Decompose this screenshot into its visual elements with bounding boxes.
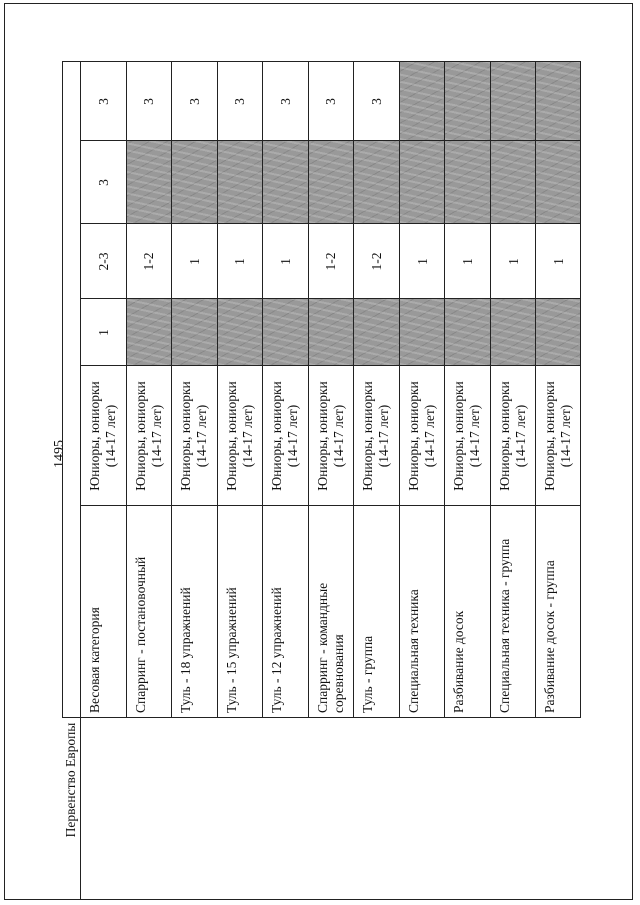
- table-cell-c3: [262, 140, 308, 223]
- table-cell-discipline: [171, 505, 217, 718]
- value-label: 1: [505, 258, 521, 265]
- table-cell-discipline: [308, 505, 354, 718]
- table-cell-c1: [80, 298, 126, 365]
- table-cell-c1: [490, 298, 536, 365]
- table-cell-age: [444, 365, 490, 505]
- value-label: 2-3: [95, 252, 111, 271]
- value-label: 3: [95, 179, 111, 186]
- table-cell-discipline: [217, 505, 263, 718]
- table-cell-age: [399, 365, 445, 505]
- table-cell-discipline: [262, 505, 308, 718]
- table-cell-c1: [126, 298, 172, 365]
- discipline-label: Специальная техника - группа: [496, 538, 512, 713]
- value-label: 1-2: [369, 252, 385, 271]
- table-cell-c4: [490, 61, 536, 140]
- table-cell-c2: [171, 223, 217, 298]
- table-cell-c2: [80, 223, 126, 298]
- table-cell-discipline: [444, 505, 490, 718]
- value-label: 1: [551, 258, 567, 265]
- table-cell-c2: [353, 223, 399, 298]
- table-cell-c3: [535, 140, 581, 223]
- value-label: 1: [277, 258, 293, 265]
- value-label: 3: [186, 98, 202, 105]
- discipline-label: Весовая категория: [87, 607, 102, 713]
- table-cell-c1: [535, 298, 581, 365]
- table-cell-c3: [217, 140, 263, 223]
- table-cell-c4: [80, 61, 126, 140]
- table-cell-age: [80, 365, 126, 505]
- event-name: Первенство Европы: [63, 722, 78, 838]
- value-label: 1: [232, 258, 248, 265]
- table-cell-c4: [444, 61, 490, 140]
- table-cell-c3: [308, 140, 354, 223]
- table-cell-c4: [535, 61, 581, 140]
- age-group-label: Юниоры, юниорки (14-17 лет): [178, 381, 210, 491]
- discipline-label: Специальная техника: [405, 589, 421, 713]
- table-cell-age: [126, 365, 172, 505]
- discipline-label: Разбивание досок - группа: [542, 560, 558, 713]
- table-cell-c1: [171, 298, 217, 365]
- value-label: 3: [232, 98, 248, 105]
- table-cell-c2: [444, 223, 490, 298]
- age-group-label: Юниоры, юниорки (14-17 лет): [451, 381, 483, 491]
- table-cell-c3: [171, 140, 217, 223]
- table-cell-c1: [399, 298, 445, 365]
- table-cell-c3: [353, 140, 399, 223]
- table-cell-age: [262, 365, 308, 505]
- discipline-label: Спарринг - постановочный: [132, 556, 148, 713]
- table-cell-c4: [217, 61, 263, 140]
- table-cell-c4: [308, 61, 354, 140]
- value-label: 1-2: [323, 252, 339, 271]
- table-cell-c4: [171, 61, 217, 140]
- table-cell-c4: [353, 61, 399, 140]
- table-cell-age: [490, 365, 536, 505]
- value-label: 1: [186, 258, 202, 265]
- discipline-label: Туль - группа: [360, 635, 376, 713]
- table-cell-discipline: [80, 505, 126, 718]
- value-label: 3: [141, 98, 157, 105]
- table-cell-c4: [399, 61, 445, 140]
- table-cell-c4: [126, 61, 172, 140]
- discipline-label: Спарринг - командные соревнования: [314, 582, 346, 713]
- age-group-label: Юниоры, юниорки (14-17 лет): [87, 381, 118, 491]
- table-cell-age: [171, 365, 217, 505]
- table-cell-discipline: [535, 505, 581, 718]
- table-cell-c4: [262, 61, 308, 140]
- table-cell-c3: [490, 140, 536, 223]
- value-label: 3: [323, 98, 339, 105]
- table-right-border: [580, 61, 581, 718]
- value-label: 1: [95, 329, 111, 336]
- table-cell-discipline: [353, 505, 399, 718]
- value-label: 1: [460, 258, 476, 265]
- table-cell-c1: [262, 298, 308, 365]
- table-cell-age: [308, 365, 354, 505]
- discipline-label: Туль - 15 упражнений: [223, 587, 239, 713]
- table-cell-age: [217, 365, 263, 505]
- table-cell-discipline: [490, 505, 536, 718]
- table-cell-c2: [126, 223, 172, 298]
- discipline-label: Туль - 18 упражнений: [178, 587, 194, 713]
- table-cell-age: [353, 365, 399, 505]
- value-label: 3: [369, 98, 385, 105]
- table-cell-c2: [535, 223, 581, 298]
- age-group-label: Юниоры, юниорки (14-17 лет): [314, 381, 346, 491]
- age-group-label: Юниоры, юниорки (14-17 лет): [405, 381, 437, 491]
- table-cell-c1: [308, 298, 354, 365]
- age-group-label: Юниоры, юниорки (14-17 лет): [542, 381, 574, 491]
- table-cell-c2: [262, 223, 308, 298]
- table-cell-c3: [399, 140, 445, 223]
- age-group-label: Юниоры, юниорки (14-17 лет): [223, 381, 255, 491]
- value-label: 1: [414, 258, 430, 265]
- table-cell-c3: [126, 140, 172, 223]
- discipline-label: Туль - 12 упражнений: [269, 587, 285, 713]
- table-cell-c2: [399, 223, 445, 298]
- value-label: 3: [277, 98, 293, 105]
- table-cell-age: [535, 365, 581, 505]
- age-group-label: Юниоры, юниорки (14-17 лет): [132, 381, 164, 491]
- age-group-label: Юниоры, юниорки (14-17 лет): [269, 381, 301, 491]
- table-cell-c1: [217, 298, 263, 365]
- page-number-text: 1495: [52, 440, 67, 468]
- table-cell-c2: [217, 223, 263, 298]
- age-group-label: Юниоры, юниорки (14-17 лет): [360, 381, 392, 491]
- table-cell-discipline: [399, 505, 445, 718]
- table-cell-c3: [444, 140, 490, 223]
- table-cell-c3: [80, 140, 126, 223]
- discipline-label: Разбивание досок: [451, 610, 467, 713]
- table-cell-discipline: [126, 505, 172, 718]
- age-group-label: Юниоры, юниорки (14-17 лет): [496, 381, 528, 491]
- table-cell-c2: [308, 223, 354, 298]
- table-cell-c1: [444, 298, 490, 365]
- value-label: 1-2: [141, 252, 157, 271]
- table-cell-c2: [490, 223, 536, 298]
- value-label: 3: [95, 98, 111, 105]
- table-cell-c1: [353, 298, 399, 365]
